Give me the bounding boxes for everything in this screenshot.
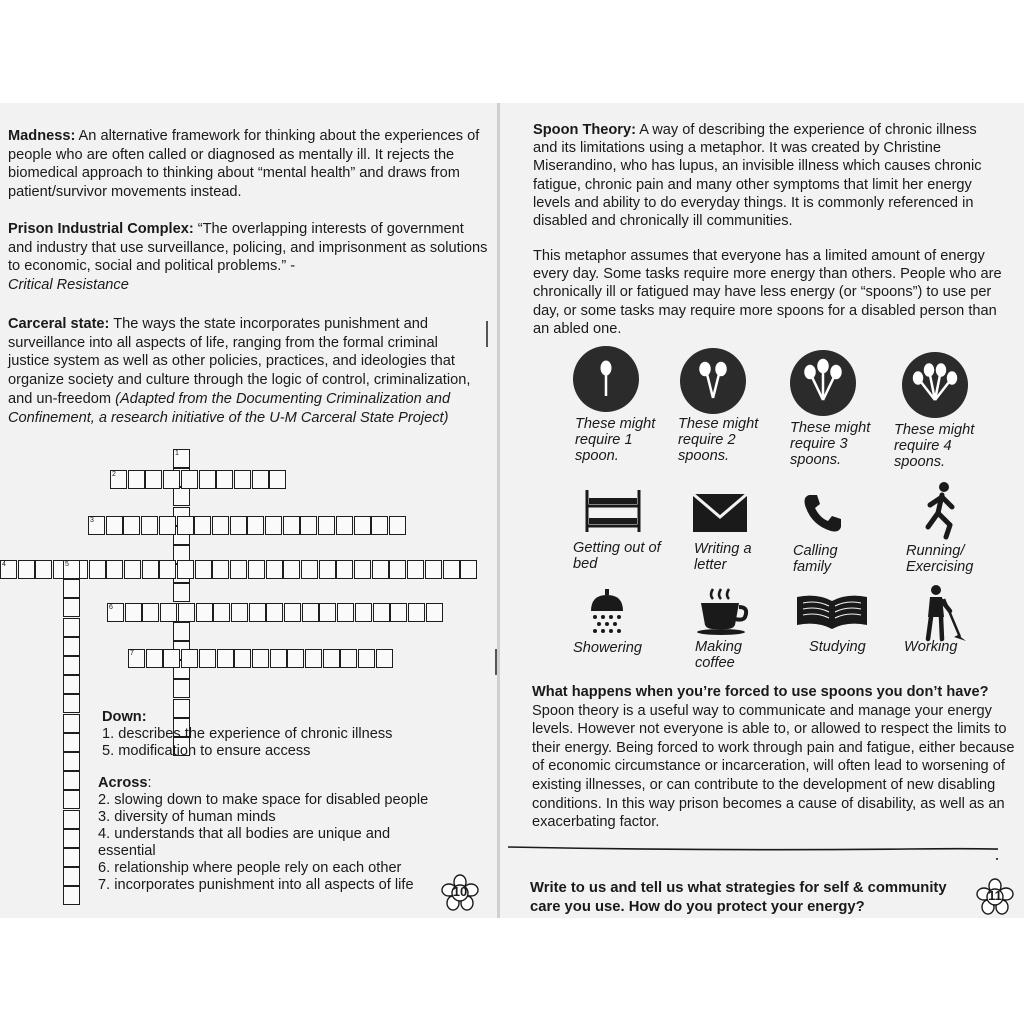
pic-definition: “The overlapping interests of government and industry that use surveillance, policing, and imprisonment as solutions to economic, social and political problems.” - xyxy=(8,221,488,275)
crossword-cell xyxy=(301,560,318,579)
crossword-cell xyxy=(63,714,80,733)
crossword-cell xyxy=(125,603,142,622)
activity-caption: Running/ Exercising xyxy=(906,543,974,575)
crossword-clue-number: 4 xyxy=(2,561,6,568)
crossword-cell xyxy=(337,603,354,622)
crossword-cell xyxy=(106,516,123,535)
crossword-cell xyxy=(390,603,407,622)
crossword-cell xyxy=(160,603,177,622)
crossword-cell xyxy=(181,649,198,668)
crossword-cell xyxy=(287,649,304,668)
carceral-source: (Adapted from the Documenting Criminalization and Confinement, a research initiative of the U-M Carceral State Project) xyxy=(8,390,451,426)
crossword-cell xyxy=(336,560,353,579)
crossword-cell xyxy=(63,618,80,637)
crossword-cell xyxy=(142,603,159,622)
activity-caption: Studying xyxy=(809,639,866,655)
pic-term: Prison Industrial Complex: xyxy=(8,221,194,237)
crossword-cell xyxy=(305,649,322,668)
activity-caption: Making coffee xyxy=(695,639,743,671)
madness-definition: An alternative framework for thinking about the experiences of people who are often called or diagnosed as mentally ill. It rejects the biomedical approach to thinking about “mental health” and draws from patient/survivor movements instead. xyxy=(8,128,480,201)
runner-icon xyxy=(920,481,964,541)
one-spoon-icon xyxy=(573,346,639,412)
crossword-cell xyxy=(323,649,340,668)
crossword-cell xyxy=(177,516,194,535)
crossword-cell xyxy=(63,560,80,579)
crossword-cell xyxy=(212,516,229,535)
crossword-cell xyxy=(159,560,176,579)
crossword-clue-number: 5 xyxy=(65,561,69,568)
crossword-cell xyxy=(354,516,371,535)
four-spoons-icon xyxy=(902,352,968,418)
across-clue: 2. slowing down to make space for disabled people xyxy=(98,792,429,808)
activity-caption: Showering xyxy=(573,640,642,656)
crossword-cell xyxy=(163,470,180,489)
crossword-cell xyxy=(159,516,176,535)
crossword-cell xyxy=(252,470,269,489)
callout-question: Write to us and tell us what strategies for self & community care you use. How do you protect your energy? xyxy=(530,880,947,915)
crossword-cell xyxy=(319,603,336,622)
crossword-cell xyxy=(355,603,372,622)
page-number-10 xyxy=(441,874,479,912)
crossword-clue-number: 6 xyxy=(109,604,113,611)
crossword-cell xyxy=(213,603,230,622)
crossword-cell xyxy=(248,560,265,579)
crossword-cell xyxy=(63,771,80,790)
crossword-cell xyxy=(0,560,17,579)
crossword-cell xyxy=(269,470,286,489)
crossword-clue-number: 1 xyxy=(175,450,179,457)
crossword-cell xyxy=(371,516,388,535)
crossword-cell xyxy=(284,603,301,622)
down-heading: Down: xyxy=(102,709,147,725)
crossword-cell xyxy=(266,603,283,622)
crossword-cell xyxy=(252,649,269,668)
carceral-definition: The ways the state incorporates punishment and surveillance into all aspects of life, ranging from the formal criminal justice system as well as other policies, practices, and ideologies that organize society and culture through the logic of control, criminalization, and un-freedom xyxy=(8,316,471,407)
crossword-cell xyxy=(106,560,123,579)
crossword-cell xyxy=(319,560,336,579)
crossword-cell xyxy=(354,560,371,579)
two-spoons-icon xyxy=(680,348,746,414)
spoon-level-caption: These might require 1 spoon. xyxy=(575,416,656,464)
crossword-cell xyxy=(63,810,80,829)
crossword-cell xyxy=(173,449,190,468)
divider-line xyxy=(508,837,998,867)
spoon-theory-term: Spoon Theory: xyxy=(533,122,636,138)
crossword-cell xyxy=(234,470,251,489)
crossword-cell xyxy=(199,470,216,489)
coffee-cup-icon xyxy=(695,587,751,635)
crossword-cell xyxy=(63,579,80,598)
page-number-11 xyxy=(976,878,1014,916)
open-book-icon xyxy=(793,593,871,633)
pic-source: Critical Resistance xyxy=(8,277,129,294)
crossword-cell xyxy=(63,867,80,886)
crossword-cell xyxy=(63,790,80,809)
crossword-cell xyxy=(358,649,375,668)
crossword-cell xyxy=(178,603,195,622)
crossword-cell xyxy=(63,848,80,867)
crossword-cell xyxy=(336,516,353,535)
page-number-label: 10 xyxy=(452,884,468,899)
crossword-cell xyxy=(141,516,158,535)
crossword-cell xyxy=(460,560,477,579)
crossword-cell xyxy=(407,560,424,579)
phone-icon xyxy=(801,491,845,535)
spoon-level-caption: These might require 3 spoons. xyxy=(790,420,871,468)
crossword-cell xyxy=(212,560,229,579)
crossword-cell xyxy=(195,560,212,579)
crossword-cell xyxy=(300,516,317,535)
crossword-cell xyxy=(177,560,194,579)
crossword-cell xyxy=(216,470,233,489)
crossword-cell xyxy=(389,516,406,535)
crossword-cell xyxy=(318,516,335,535)
spoon-level-caption: These might require 2 spoons. xyxy=(678,416,759,464)
crossword-clue-number: 3 xyxy=(90,517,94,524)
crossword-cell xyxy=(389,560,406,579)
crossword-cell xyxy=(63,752,80,771)
crossword-cell xyxy=(63,829,80,848)
crossword-cell xyxy=(283,560,300,579)
activity-caption: Writing a letter xyxy=(694,541,752,573)
right-page xyxy=(500,103,1024,918)
crossword-cell xyxy=(63,637,80,656)
crossword-cell xyxy=(88,516,105,535)
crossword-cell xyxy=(63,656,80,675)
crossword-cell xyxy=(110,470,127,489)
crossword-cell xyxy=(128,649,145,668)
crossword-cell xyxy=(376,649,393,668)
crossword-cell xyxy=(340,649,357,668)
crossword-cell xyxy=(302,603,319,622)
down-clue: 1. describes the experience of chronic illness xyxy=(102,726,393,742)
binding-staple xyxy=(495,649,497,675)
crossword-cell xyxy=(173,679,190,698)
bunk-bed-icon xyxy=(583,488,645,534)
left-page xyxy=(0,103,498,918)
crossword-cell xyxy=(425,560,442,579)
crossword-cell xyxy=(163,649,180,668)
crossword-clue-number: 7 xyxy=(130,650,134,657)
shower-icon xyxy=(587,587,627,637)
three-spoons-icon xyxy=(790,350,856,416)
forced-spoons-paragraph xyxy=(532,683,1018,832)
madness-term: Madness: xyxy=(8,128,76,144)
across-clues xyxy=(98,775,438,894)
crossword-cell xyxy=(18,560,35,579)
crossword-cell xyxy=(63,886,80,905)
spoon-level-caption: These might require 4 spoons. xyxy=(894,422,975,470)
crossword-cell xyxy=(124,560,141,579)
across-clue: 7. incorporates punishment into all aspects of life xyxy=(98,877,414,893)
crossword-cell xyxy=(181,470,198,489)
booklet-spread xyxy=(0,103,1024,918)
page-number-label: 11 xyxy=(988,888,1002,903)
crossword-cell xyxy=(266,560,283,579)
across-heading: Across xyxy=(98,775,148,791)
crossword-cell xyxy=(408,603,425,622)
crossword-cell xyxy=(230,560,247,579)
across-clue: 4. understands that all bodies are unique and essential xyxy=(98,826,391,859)
crossword-cell xyxy=(123,516,140,535)
crossword-cell xyxy=(173,487,190,506)
crossword-cell xyxy=(35,560,52,579)
spoon-theory-entry xyxy=(533,121,993,230)
crossword-cell xyxy=(234,649,251,668)
crossword-cell xyxy=(89,560,106,579)
crossword-cell xyxy=(283,516,300,535)
crossword-cell xyxy=(230,516,247,535)
down-clues xyxy=(102,709,442,760)
crossword-cell xyxy=(217,649,234,668)
crossword-cell xyxy=(63,694,80,713)
crossword-cell xyxy=(270,649,287,668)
crossword-cell xyxy=(63,598,80,617)
crossword-cell xyxy=(107,603,124,622)
crossword-cell xyxy=(199,649,216,668)
crossword-cell xyxy=(194,516,211,535)
crossword-cell xyxy=(63,675,80,694)
forced-spoons-text: Spoon theory is a useful way to communicate and manage your energy levels. However not everyone is able to, or allowed to respect the limits to their energy. Being forced to work through pain and fatigue, either because of economic circumstance or incarceration, will often lead to worsening of existing illnesses, or can contribute to the development of new disabling conditions. In this way prison becomes a cause of disability, as well as an exacerbating factor. xyxy=(532,702,1015,831)
crossword-cell xyxy=(247,516,264,535)
forced-spoons-heading: What happens when you’re forced to use spoons you don’t have? xyxy=(532,684,989,700)
across-clue: 6. relationship where people rely on each other xyxy=(98,860,402,876)
binding-staple xyxy=(486,321,488,347)
crossword-cell xyxy=(173,622,190,641)
across-colon: : xyxy=(147,775,152,791)
crossword-cell xyxy=(249,603,266,622)
crossword-cell xyxy=(145,470,162,489)
envelope-icon xyxy=(692,493,748,533)
activity-caption: Working xyxy=(904,639,958,655)
crossword-cell xyxy=(373,603,390,622)
crossword-cell xyxy=(146,649,163,668)
crossword-clue-number: 2 xyxy=(112,471,116,478)
crossword-cell xyxy=(372,560,389,579)
crossword-cell xyxy=(63,733,80,752)
activity-caption: Calling family xyxy=(793,543,838,575)
crossword-cell xyxy=(142,560,159,579)
crossword-cell xyxy=(231,603,248,622)
crossword-cell xyxy=(265,516,282,535)
crossword-cell xyxy=(426,603,443,622)
spoon-theory-definition: A way of describing the experience of chronic illness and its limitations using a metaphor. It was created by Christine Miserandino, who has lupus, an invisible illness which causes chronic fatigue, chronic pain and many other symptoms that limit her energy levels and ability to do everyday things. It is commonly referenced in disabled and chronically ill communities. xyxy=(533,122,982,230)
crossword-cell xyxy=(128,470,145,489)
metaphor-paragraph: This metaphor assumes that everyone has a limited amount of energy every day. Some tasks require more energy than others. People who are chronically ill or fatigued may have less energy (or “spoons”) to use per day, or some tasks may require more spoons for a disabled person than an abled one. xyxy=(533,248,1002,337)
down-clue: 5. modification to ensure access xyxy=(102,743,311,759)
across-clue: 3. diversity of human minds xyxy=(98,809,276,825)
crossword-cell xyxy=(196,603,213,622)
worker-icon xyxy=(918,583,966,643)
crossword-cell xyxy=(443,560,460,579)
carceral-term: Carceral state: xyxy=(8,316,110,332)
activity-caption: Getting out of bed xyxy=(573,540,661,572)
crossword-cell xyxy=(173,583,190,602)
